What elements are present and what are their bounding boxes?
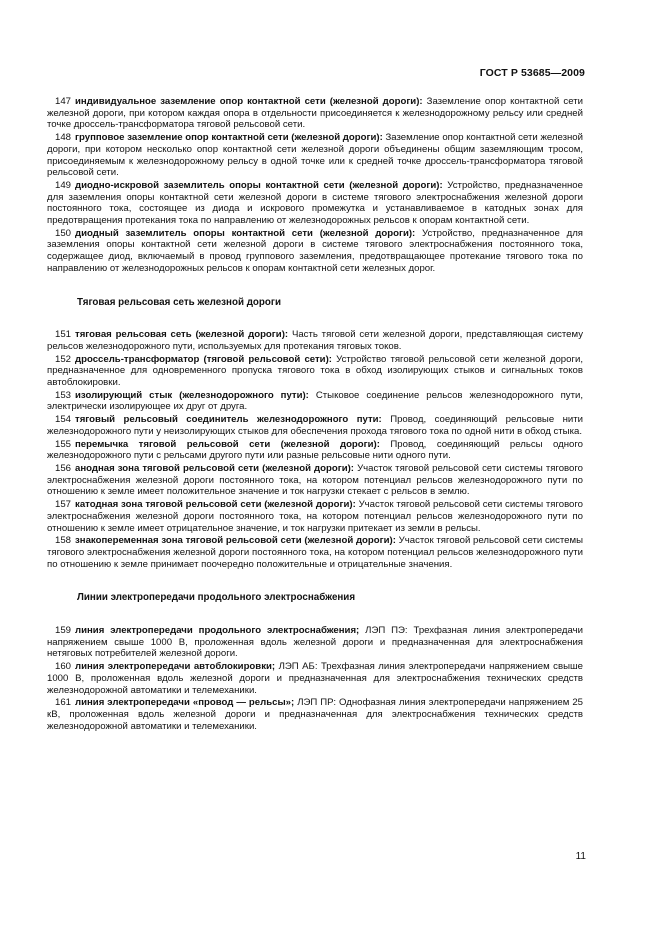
term-entry bbox=[47, 354, 583, 389]
term-number: 147 bbox=[55, 96, 72, 107]
term-entry bbox=[47, 180, 583, 227]
term-name: линия электропередачи продольного электроснабжения; bbox=[75, 625, 360, 637]
term-entry bbox=[47, 132, 583, 179]
term-definition: Провод, соединяющий рельсы одного железнодорожного пути с рельсами другого пути или разные рельсовые нити одного пути. bbox=[47, 438, 583, 462]
term-name: анодная зона тяговой рельсовой сети (железной дороги): bbox=[75, 462, 354, 474]
term-number: 158 bbox=[55, 535, 72, 547]
term-name: знакопеременная зона тяговой рельсовой сети (железной дороги): bbox=[75, 535, 396, 547]
term-number: 150 bbox=[55, 227, 72, 239]
page-number: 11 bbox=[575, 851, 586, 862]
term-number: 154 bbox=[55, 414, 72, 426]
term-number: 155 bbox=[55, 438, 72, 450]
term-name: перемычка тяговой рельсовой сети (железной дороги): bbox=[75, 438, 380, 450]
term-name: групповое заземление опор контактной сети (железной дороги): bbox=[75, 132, 383, 144]
term-entry bbox=[47, 535, 583, 570]
term-name: индивидуальное заземление опор контактной сети (железной дороги): bbox=[75, 96, 423, 107]
term-name: диодно-искровой заземлитель опоры контактной сети (железной дороги): bbox=[75, 179, 443, 191]
term-definition: Стыковое соединение рельсов железнодорожного пути, электрически изолирующее их друг от друга. bbox=[47, 389, 583, 413]
document-body bbox=[47, 96, 583, 733]
term-definition: Участок тяговой рельсовой сети системы тягового электроснабжения железной дороги постоянного тока, на котором потенциал рельсов железнодорожного пути по отношению к земле принимает поочередно положительные и отрицательные значения. bbox=[47, 535, 584, 570]
term-name: дроссель-трансформатор (тяговой рельсовой сети): bbox=[75, 353, 332, 365]
term-number: 152 bbox=[55, 353, 72, 365]
term-definition: Устройство тяговой рельсовой сети железной дороги, предназначенное для одновременного пропуска тягового тока в обход изолирующих стыков и сигнальных токов автоблокировки. bbox=[47, 353, 583, 389]
term-entry bbox=[47, 499, 583, 534]
term-number: 157 bbox=[55, 499, 72, 511]
term-name: линия электропередачи автоблокировки; bbox=[75, 661, 276, 673]
term-entry bbox=[47, 697, 583, 732]
term-definition: ЛЭП ПР: Однофазная линия электропередачи напряжением 25 кВ, проложенная вдоль железной дороги и предназначенная для электроснабжения технических средств железнодорожной автоматики и телемеханики. bbox=[47, 697, 584, 732]
term-name: диодный заземлитель опоры контактной сети (железной дороги): bbox=[75, 227, 416, 239]
term-name: катодная зона тяговой рельсовой сети (железной дороги): bbox=[75, 499, 356, 511]
section-heading: Линии электропередачи продольного электроснабжения bbox=[77, 592, 356, 604]
term-definition: Заземление опор контактной сети железной дороги, при котором несколько опор контактной сети железной дороги объединены общим заземляющим тросом, присоединяемым к железнодорожному рельсу в одной точке или к средней точке дроссель-трансформатора тяговой рельсовой сети. bbox=[47, 132, 583, 179]
term-entry bbox=[47, 96, 583, 131]
term-number: 159 bbox=[55, 625, 72, 637]
term-entry bbox=[47, 439, 583, 462]
term-name: тяговая рельсовая сеть (железной дороги): bbox=[75, 329, 289, 341]
term-entry bbox=[47, 463, 583, 498]
term-definition: ЛЭП ПЭ: Трехфазная линия электропередачи напряжением свыше 1000 В, проложенная вдоль железной дороги и предназначенная для электроснабжения нетяговых потребителей железной дороги. bbox=[47, 625, 583, 660]
term-definition: Устройство, предназначенное для заземления опоры контактной сети железной дороги в системе тягового электроснабжения железной дороги постоянного тока, состоящее из диода и искрового промежутка и устанавливаемое в катодных зонах для предотвращения протекания тока по направлению от железнодорожных рельсов к опорам контактной сети. bbox=[47, 179, 583, 227]
term-entry bbox=[47, 390, 583, 413]
term-definition: Часть тяговой сети железной дороги, представляющая систему рельсов железнодорожного пути, используемых для протекания тяговых токов. bbox=[47, 329, 584, 352]
term-entry bbox=[47, 329, 583, 352]
term-name: линия электропередачи «провод — рельсы»; bbox=[75, 697, 295, 709]
term-definition: Участок тяговой рельсовой сети системы тягового электроснабжения железной дороги постоянного тока, на котором потенциал рельсов железнодорожного пути по отношению к земле имеет отрицательное значение, и ток нагрузки притекает из земли в рельсы. bbox=[47, 499, 584, 534]
term-definition: Заземление опор контактной сети железной дороги, при котором каждая опора в отдельности присоединяется к железнодорожному рельсу или средней точке дроссель-трансформатора тяговой рельсовой сети. bbox=[47, 96, 583, 131]
term-number: 156 bbox=[55, 462, 72, 474]
term-definition: Провод, соединяющий рельсовые нити железнодорожного пути у неизолирующих стыков для обеспечения прохода тягового тока по одной нити в обход стыка. bbox=[47, 414, 583, 437]
term-definition: Участок тяговой рельсовой сети системы тягового электроснабжения железной дороги постоянного тока, на котором потенциал рельсов железнодорожного пути по отношению к земле имеет положительное значение и ток нагрузки стекает с рельсов в землю. bbox=[47, 462, 584, 498]
term-number: 160 bbox=[55, 661, 72, 673]
term-number: 148 bbox=[55, 132, 72, 144]
term-entry bbox=[47, 625, 583, 660]
section-heading: Тяговая рельсовая сеть железной дороги bbox=[77, 296, 281, 308]
term-entry bbox=[47, 414, 583, 437]
term-number: 151 bbox=[55, 329, 72, 341]
document-code: ГОСТ Р 53685—2009 bbox=[479, 67, 585, 79]
term-entry bbox=[47, 661, 583, 696]
term-name: тяговый рельсовый соединитель железнодорожного пути: bbox=[75, 414, 382, 426]
term-number: 161 bbox=[55, 697, 72, 709]
term-number: 153 bbox=[55, 389, 72, 401]
term-definition: Устройство, предназначенное для заземления опоры контактной сети железной дороги в системе тягового электроснабжения постоянного тока, содержащее диод, включаемый в провод группового заземления, предотвращающее протекание тягового тока по направлению от железнодорожных рельсов к опорам контактной сети железных дорог. bbox=[47, 227, 583, 274]
term-definition: ЛЭП АБ: Трехфазная линия электропередачи напряжением свыше 1000 В, проложенная вдоль железной дороги и предназначенная для электроснабжения технических средств железнодорожной автоматики и телемеханики. bbox=[47, 661, 583, 696]
term-name: изолирующий стык (железнодорожного пути): bbox=[75, 389, 309, 401]
term-number: 149 bbox=[55, 179, 72, 191]
term-entry bbox=[47, 228, 583, 275]
